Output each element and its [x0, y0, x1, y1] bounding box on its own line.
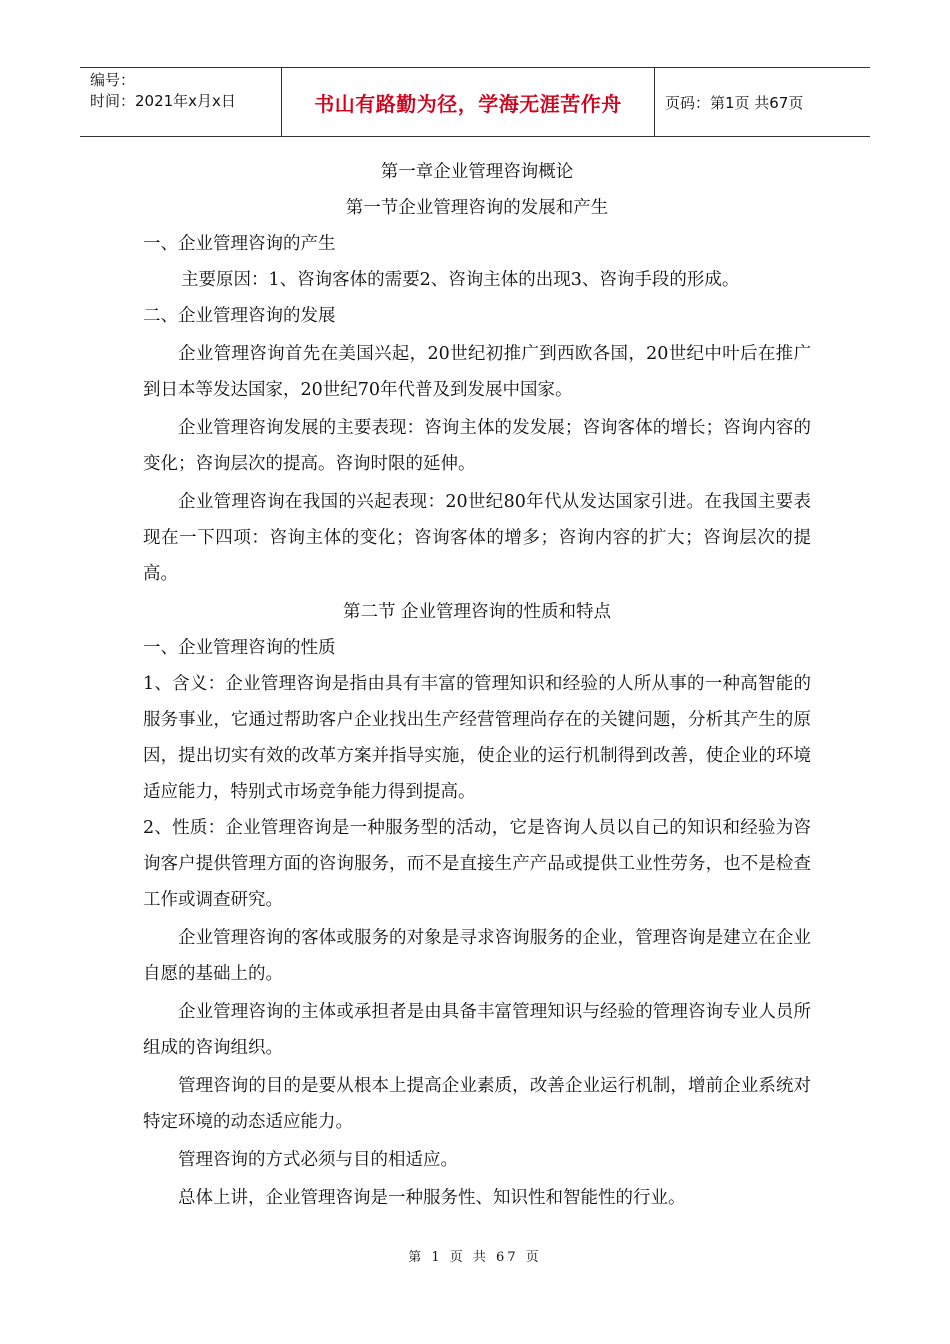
paragraph: 企业管理咨询在我国的兴起表现：20世纪80年代从发达国家引进。在我国主要表现在一下四项：咨询主体的变化；咨询客体的增多；咨询内容的扩大；咨询层次的提高。 [143, 492, 811, 584]
header-meta [80, 68, 282, 136]
document-body [143, 154, 811, 1216]
heading: 一、企业管理咨询的产生 [143, 234, 336, 254]
section-title: 第一节企业管理咨询的发展和产生 [345, 198, 609, 218]
header-page-info: 页码：第1页 共67页 [665, 93, 804, 112]
paragraph: 1、含义：企业管理咨询是指由具有丰富的管理知识和经验的人所从事的一种高智能的服务事业，它通过帮助客户企业找出生产经营管理尚存在的关键问题，分析其产生的原因，提出切实有效的改革方案并指导实施，使企业的运行机制得到改善，使企业的环境适应能力，特别式市场竞争能力得到提高。 [143, 674, 811, 802]
chapter-title: 第一章企业管理咨询概论 [380, 162, 574, 182]
section-title: 第二节 企业管理咨询的性质和特点 [342, 602, 612, 622]
document-header [80, 67, 870, 137]
paragraph: 管理咨询的方式必须与目的相适应。 [178, 1150, 458, 1170]
heading: 二、企业管理咨询的发展 [143, 306, 336, 326]
paragraph: 企业管理咨询首先在美国兴起，20世纪初推广到西欧各国，20世纪中叶后在推广到日本等发达国家，20世纪70年代普及到发展中国家。 [143, 344, 811, 400]
page-footer: 第 1 页 共 67 页 [408, 1250, 542, 1265]
number-label: 编号： [90, 71, 136, 89]
header-motto: 书山有路勤为径，学海无涯苦作舟 [282, 68, 655, 136]
paragraph: 总体上讲，企业管理咨询是一种服务性、知识性和智能性的行业。 [178, 1188, 686, 1208]
paragraph: 2、性质：企业管理咨询是一种服务型的活动，它是咨询人员以自己的知识和经验为咨询客户提供管理方面的咨询服务，而不是直接生产产品或提供工业性劳务，也不是检查工作或调查研究。 [143, 818, 811, 910]
heading: 一、企业管理咨询的性质 [143, 638, 336, 658]
paragraph: 企业管理咨询的客体或服务的对象是寻求咨询服务的企业，管理咨询是建立在企业自愿的基础上的。 [143, 928, 811, 984]
paragraph: 主要原因：1、咨询客体的需要2、咨询主体的出现3、咨询手段的形成。 [181, 270, 740, 290]
paragraph: 企业管理咨询发展的主要表现：咨询主体的发发展；咨询客体的增长；咨询内容的变化；咨询层次的提高。咨询时限的延伸。 [143, 418, 811, 474]
time-label: 时间：2021年x月x日 [90, 92, 236, 110]
paragraph: 企业管理咨询的主体或承担者是由具备丰富管理知识与经验的管理咨询专业人员所组成的咨询组织。 [143, 1002, 811, 1058]
paragraph: 管理咨询的目的是要从根本上提高企业素质，改善企业运行机制，增前企业系统对特定环境的动态适应能力。 [143, 1076, 811, 1132]
